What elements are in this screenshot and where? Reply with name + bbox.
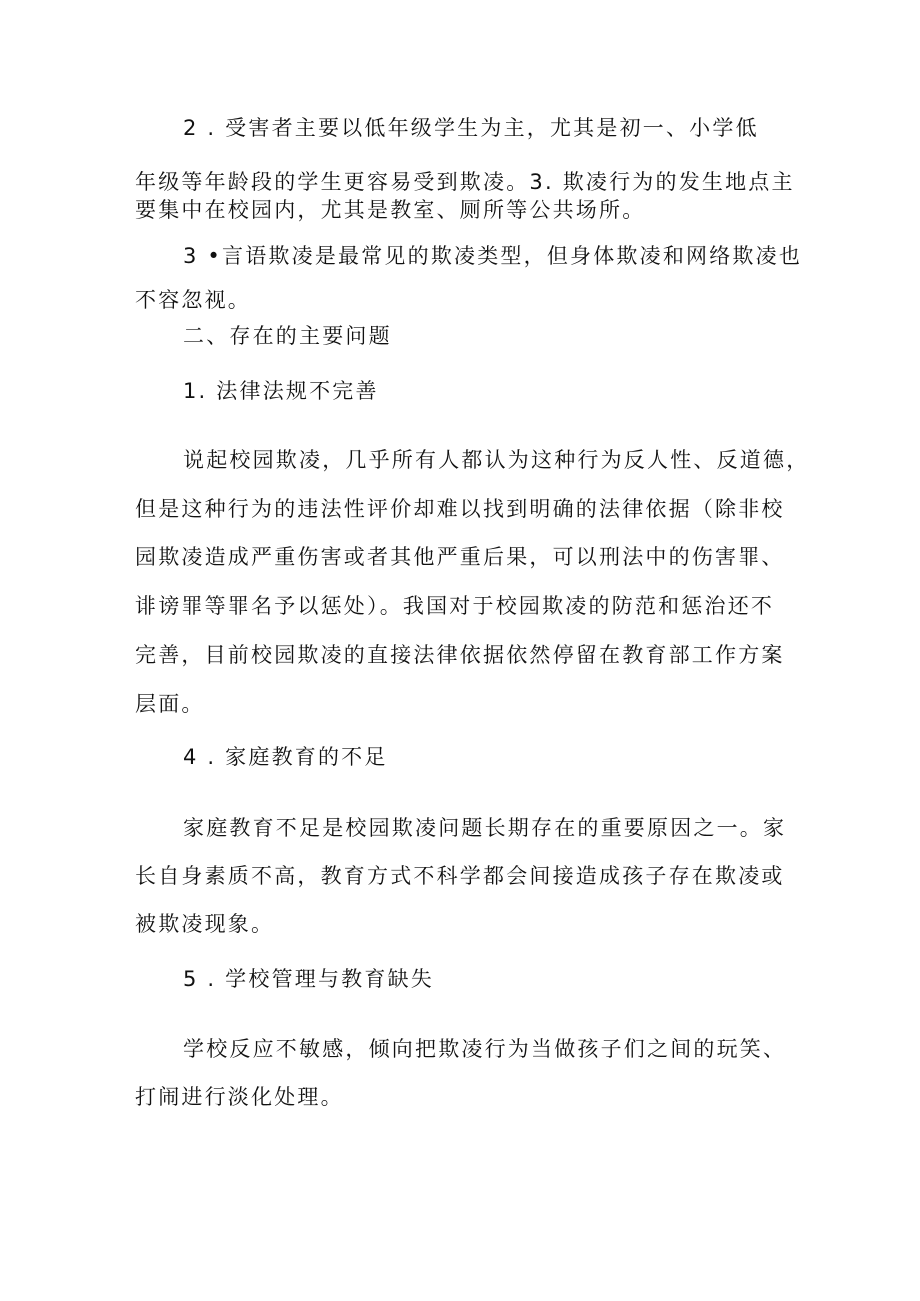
paragraph-line: 但是这种行为的违法性评价却难以找到明确的法律依据（除非校 [135,497,785,521]
paragraph-line: 诽谤罪等罪名予以惩处）。我国对于校园欺凌的防范和惩治还不 [135,594,775,618]
paragraph-line: 家庭教育不足是校园欺凌问题长期存在的重要原因之一。家 [183,816,787,840]
paragraph-line: 层面。 [135,692,205,716]
paragraph-line: 长自身素质不高，教育方式不科学都会间接造成孩子存在欺凌或 [135,864,785,888]
section-heading: 二、存在的主要问题 [183,324,392,348]
subheading: 5 . 学校管理与教育缺失 [183,967,434,991]
paragraph-line: 打闹进行淡化处理。 [135,1085,344,1109]
paragraph-line: 说起校园欺凌，几乎所有人都认为这种行为反人性、反道德， [183,448,810,472]
paragraph-line: 2 . 受害者主要以低年级学生为主，尤其是初一、小学低 [183,116,759,140]
paragraph-line: 年级等年龄段的学生更容易受到欺凌。3. 欺凌行为的发生地点主 [135,170,795,194]
paragraph-line: 被欺凌现象。 [135,912,275,936]
paragraph-line: 要集中在校园内，尤其是教室、厕所等公共场所。 [135,198,646,222]
subheading: 4 . 家庭教育的不足 [183,745,388,769]
paragraph-line: 完善，目前校园欺凌的直接法律依据依然停留在教育部工作方案 [135,643,785,667]
subheading: 1. 法律法规不完善 [183,379,379,403]
paragraph-line: 不容忽视。 [135,288,251,312]
paragraph-line: 园欺凌造成严重伤害或者其他严重后果，可以刑法中的伤害罪、 [135,545,785,569]
paragraph-line: 学校反应不敏感，倾向把欺凌行为当做孩子们之间的玩笑、 [183,1037,787,1061]
paragraph-line: 3 •言语欺凌是最常见的欺凌类型，但身体欺凌和网络欺凌也 [183,244,803,268]
